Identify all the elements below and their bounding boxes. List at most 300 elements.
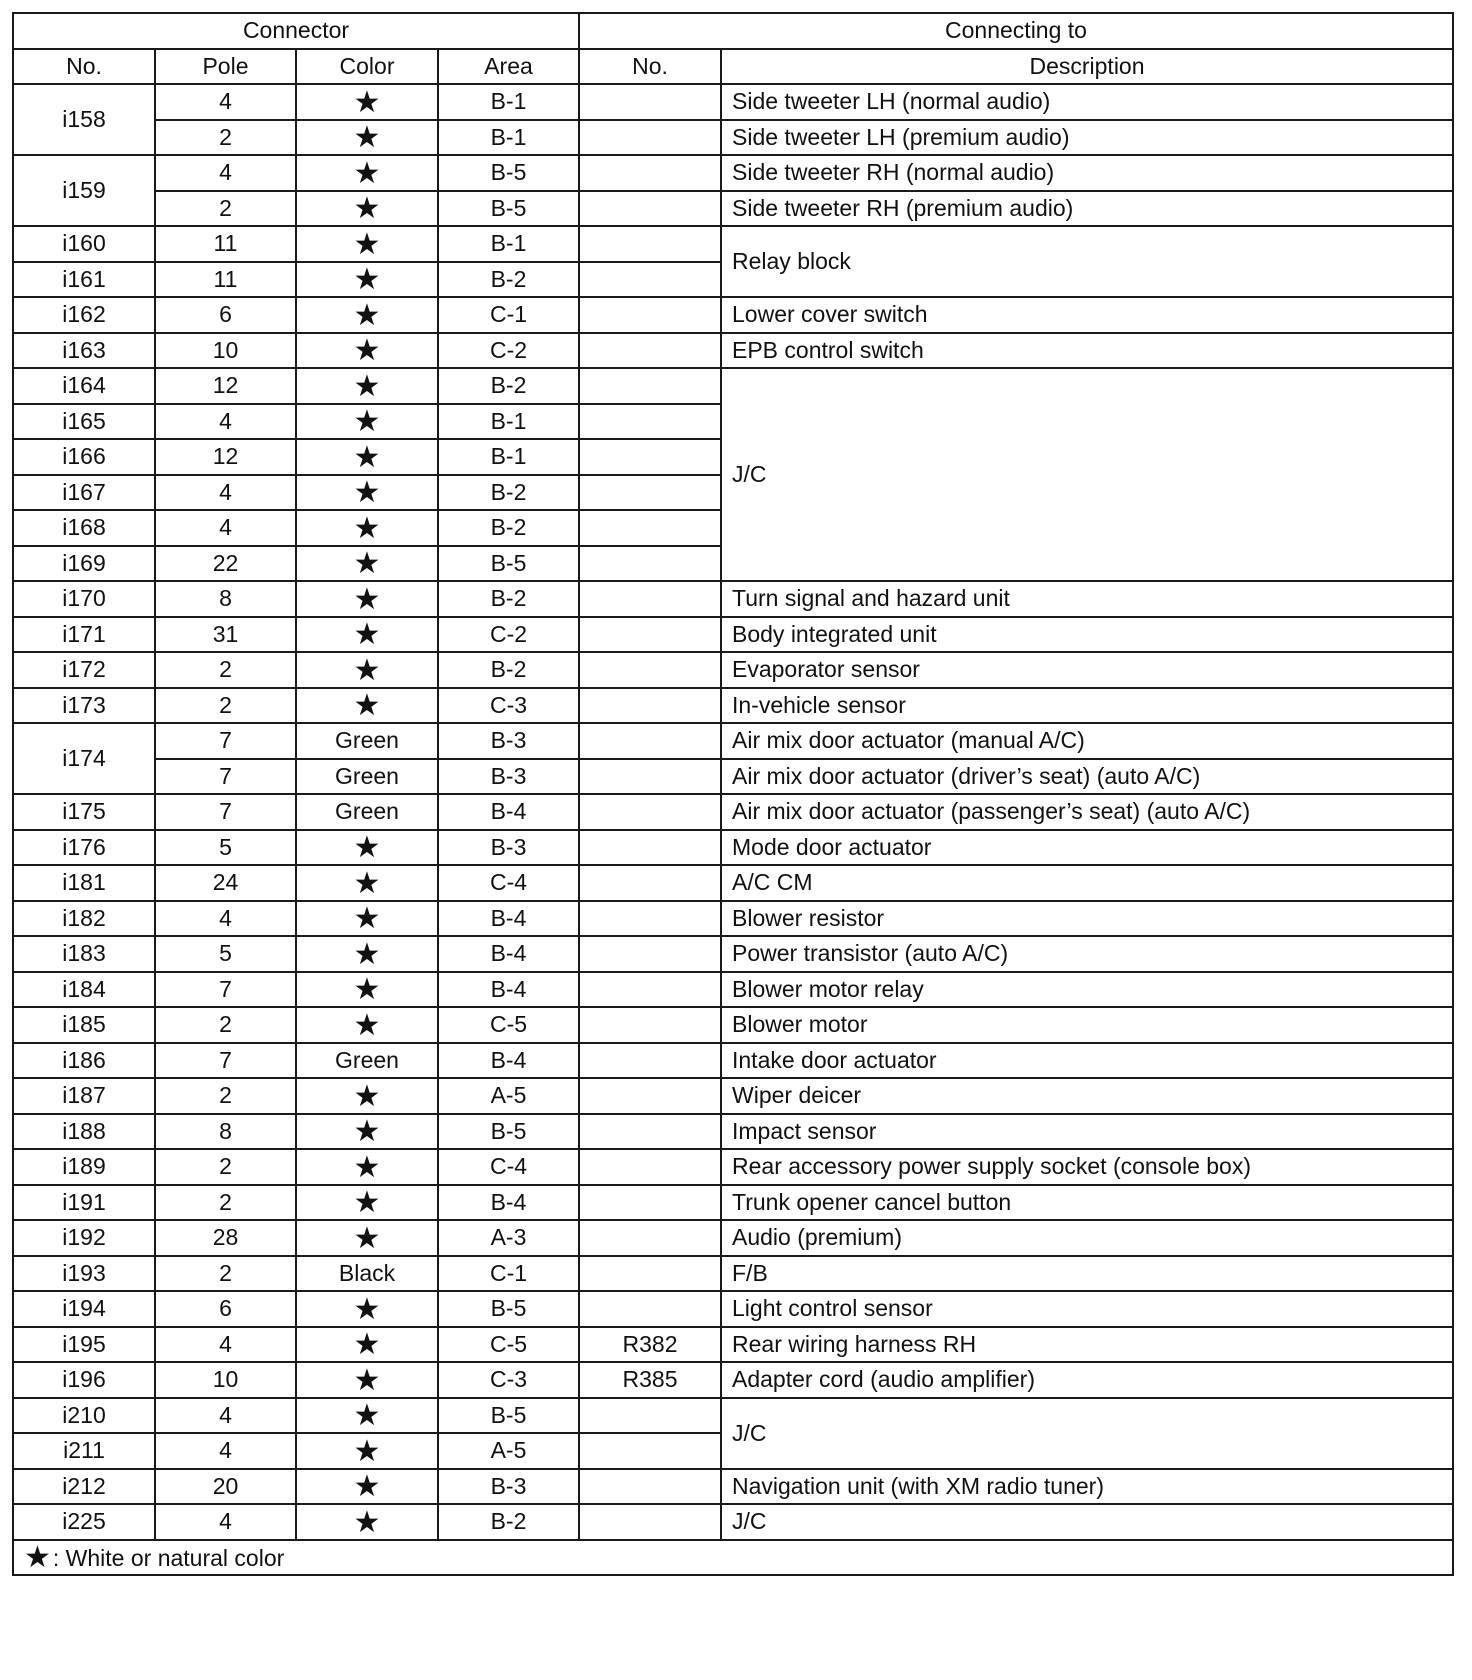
to-no-cell — [579, 830, 721, 866]
connector-no-cell: i160 — [13, 226, 155, 262]
area-cell: B-2 — [438, 475, 579, 511]
pole-cell: 4 — [155, 1398, 296, 1434]
star-icon: ★ — [353, 866, 381, 900]
table-row — [13, 1327, 1453, 1363]
connector-no-cell: i212 — [13, 1469, 155, 1505]
area-cell: B-2 — [438, 510, 579, 546]
table-row — [13, 723, 1453, 759]
color-cell — [296, 1185, 438, 1221]
area-cell: B-5 — [438, 546, 579, 582]
area-cell: B-1 — [438, 120, 579, 156]
color-cell — [296, 617, 438, 653]
to-no-cell — [579, 262, 721, 298]
pole-cell: 7 — [155, 759, 296, 795]
color-text: Green — [335, 798, 399, 825]
color-cell — [296, 439, 438, 475]
color-cell — [296, 652, 438, 688]
pole-cell: 12 — [155, 439, 296, 475]
to-no-cell — [579, 723, 721, 759]
to-no-cell — [579, 1007, 721, 1043]
connector-no-cell: i167 — [13, 475, 155, 511]
table-row — [13, 759, 1453, 795]
star-icon: ★ — [353, 263, 381, 297]
area-cell: B-2 — [438, 1504, 579, 1540]
star-icon: ★ — [353, 298, 381, 332]
star-icon: ★ — [24, 1541, 51, 1575]
area-cell: C-2 — [438, 617, 579, 653]
description-cell: Body integrated unit — [721, 617, 1453, 653]
star-icon: ★ — [353, 334, 381, 368]
connector-no-cell: i188 — [13, 1114, 155, 1150]
pole-cell: 4 — [155, 510, 296, 546]
color-cell — [296, 1043, 438, 1079]
connector-no-cell: i174 — [13, 723, 155, 794]
table-row — [13, 1256, 1453, 1292]
description-cell: Impact sensor — [721, 1114, 1453, 1150]
to-no-cell — [579, 617, 721, 653]
star-icon: ★ — [353, 902, 381, 936]
table-row — [13, 333, 1453, 369]
pole-cell: 2 — [155, 1149, 296, 1185]
to-no-cell — [579, 1043, 721, 1079]
to-no-cell — [579, 759, 721, 795]
pole-cell: 4 — [155, 1504, 296, 1540]
connector-no-cell: i183 — [13, 936, 155, 972]
color-cell — [296, 1007, 438, 1043]
to-no-cell — [579, 1114, 721, 1150]
color-cell — [296, 794, 438, 830]
connector-no-cell: i193 — [13, 1256, 155, 1292]
color-cell — [296, 1291, 438, 1327]
area-cell: B-3 — [438, 759, 579, 795]
area-cell: C-1 — [438, 297, 579, 333]
description-cell: EPB control switch — [721, 333, 1453, 369]
description-cell: F/B — [721, 1256, 1453, 1292]
color-cell — [296, 510, 438, 546]
pole-cell: 2 — [155, 652, 296, 688]
connector-no-cell: i176 — [13, 830, 155, 866]
table-row — [13, 830, 1453, 866]
pole-cell: 7 — [155, 972, 296, 1008]
star-icon: ★ — [353, 369, 381, 403]
area-cell: A-3 — [438, 1220, 579, 1256]
pole-cell: 8 — [155, 581, 296, 617]
to-no-cell — [579, 120, 721, 156]
to-no-cell — [579, 546, 721, 582]
star-icon: ★ — [353, 1150, 381, 1184]
description-cell: Blower resistor — [721, 901, 1453, 937]
star-icon: ★ — [353, 1008, 381, 1042]
group-header-row — [13, 13, 1453, 49]
color-cell — [296, 226, 438, 262]
table-row — [13, 1149, 1453, 1185]
description-cell: Relay block — [721, 226, 1453, 297]
color-cell — [296, 475, 438, 511]
legend-row — [13, 1540, 1453, 1576]
star-icon: ★ — [353, 582, 381, 616]
col-header-to-no: No. — [579, 49, 721, 85]
color-cell — [296, 1256, 438, 1292]
area-cell: B-4 — [438, 972, 579, 1008]
connector-no-cell: i195 — [13, 1327, 155, 1363]
description-cell: Side tweeter RH (normal audio) — [721, 155, 1453, 191]
table-body — [13, 84, 1453, 1540]
star-icon: ★ — [353, 440, 381, 474]
color-cell — [296, 1362, 438, 1398]
star-icon: ★ — [353, 227, 381, 261]
to-no-cell — [579, 1220, 721, 1256]
star-icon: ★ — [353, 547, 381, 581]
description-cell: Lower cover switch — [721, 297, 1453, 333]
area-cell: B-2 — [438, 368, 579, 404]
col-header-no: No. — [13, 49, 155, 85]
color-cell — [296, 84, 438, 120]
star-icon: ★ — [353, 689, 381, 723]
star-icon: ★ — [353, 476, 381, 510]
description-cell: Blower motor relay — [721, 972, 1453, 1008]
star-icon: ★ — [353, 192, 381, 226]
table-row — [13, 1078, 1453, 1114]
area-cell: C-2 — [438, 333, 579, 369]
area-cell: B-5 — [438, 155, 579, 191]
pole-cell: 2 — [155, 688, 296, 724]
color-cell — [296, 155, 438, 191]
connector-table — [12, 12, 1454, 1576]
area-cell: B-1 — [438, 439, 579, 475]
color-cell — [296, 581, 438, 617]
area-cell: C-1 — [438, 1256, 579, 1292]
to-no-cell — [579, 1469, 721, 1505]
description-cell: A/C CM — [721, 865, 1453, 901]
pole-cell: 4 — [155, 901, 296, 937]
area-cell: B-3 — [438, 830, 579, 866]
pole-cell: 4 — [155, 1433, 296, 1469]
description-cell: Wiper deicer — [721, 1078, 1453, 1114]
star-icon: ★ — [353, 1434, 381, 1468]
description-cell: Intake door actuator — [721, 1043, 1453, 1079]
connector-no-cell: i170 — [13, 581, 155, 617]
area-cell: B-1 — [438, 226, 579, 262]
star-icon: ★ — [353, 618, 381, 652]
to-no-cell — [579, 901, 721, 937]
pole-cell: 11 — [155, 262, 296, 298]
connector-no-cell: i225 — [13, 1504, 155, 1540]
to-no-cell — [579, 84, 721, 120]
table-row — [13, 688, 1453, 724]
connector-no-cell: i196 — [13, 1362, 155, 1398]
connector-no-cell: i187 — [13, 1078, 155, 1114]
connecting-group-header: Connecting to — [579, 13, 1453, 49]
to-no-cell — [579, 191, 721, 227]
description-cell: Adapter cord (audio amplifier) — [721, 1362, 1453, 1398]
description-cell: Mode door actuator — [721, 830, 1453, 866]
color-text: Black — [338, 1259, 396, 1286]
to-no-cell — [579, 936, 721, 972]
color-cell — [296, 1114, 438, 1150]
table-row — [13, 652, 1453, 688]
area-cell: C-5 — [438, 1327, 579, 1363]
color-cell — [296, 1398, 438, 1434]
star-icon: ★ — [353, 1292, 381, 1326]
col-header-pole: Pole — [155, 49, 296, 85]
color-cell — [296, 368, 438, 404]
connector-no-cell: i165 — [13, 404, 155, 440]
table-row — [13, 1291, 1453, 1327]
connector-no-cell: i171 — [13, 617, 155, 653]
to-no-cell — [579, 1433, 721, 1469]
star-icon: ★ — [353, 1470, 381, 1504]
pole-cell: 6 — [155, 297, 296, 333]
area-cell: A-5 — [438, 1078, 579, 1114]
star-icon: ★ — [353, 1328, 381, 1362]
table-row — [13, 226, 1453, 262]
area-cell: B-2 — [438, 581, 579, 617]
connector-no-cell: i181 — [13, 865, 155, 901]
connector-no-cell: i161 — [13, 262, 155, 298]
to-no-cell — [579, 1149, 721, 1185]
color-cell — [296, 1327, 438, 1363]
connector-group-header: Connector — [13, 13, 579, 49]
connector-no-cell: i211 — [13, 1433, 155, 1469]
table-row — [13, 1362, 1453, 1398]
connector-no-cell: i184 — [13, 972, 155, 1008]
connector-table-wrapper — [12, 12, 1452, 1576]
star-icon: ★ — [353, 1505, 381, 1539]
pole-cell: 7 — [155, 1043, 296, 1079]
table-row — [13, 936, 1453, 972]
area-cell: B-2 — [438, 262, 579, 298]
connector-no-cell: i194 — [13, 1291, 155, 1327]
to-no-cell — [579, 510, 721, 546]
pole-cell: 2 — [155, 1185, 296, 1221]
area-cell: B-3 — [438, 1469, 579, 1505]
col-header-area: Area — [438, 49, 579, 85]
color-cell — [296, 865, 438, 901]
connector-no-cell: i189 — [13, 1149, 155, 1185]
table-row — [13, 617, 1453, 653]
legend-text: : White or natural color — [52, 1545, 285, 1572]
to-no-cell — [579, 439, 721, 475]
connector-no-cell: i210 — [13, 1398, 155, 1434]
connector-no-cell: i185 — [13, 1007, 155, 1043]
color-cell — [296, 297, 438, 333]
connector-no-cell: i166 — [13, 439, 155, 475]
pole-cell: 5 — [155, 830, 296, 866]
col-header-color: Color — [296, 49, 438, 85]
color-cell — [296, 1433, 438, 1469]
to-no-cell — [579, 1256, 721, 1292]
star-icon: ★ — [353, 1186, 381, 1220]
color-cell — [296, 830, 438, 866]
area-cell: C-4 — [438, 865, 579, 901]
to-no-cell — [579, 1291, 721, 1327]
connector-no-cell: i163 — [13, 333, 155, 369]
table-row — [13, 297, 1453, 333]
star-icon: ★ — [353, 121, 381, 155]
area-cell: B-2 — [438, 652, 579, 688]
pole-cell: 2 — [155, 1078, 296, 1114]
to-no-cell — [579, 333, 721, 369]
star-icon: ★ — [353, 653, 381, 687]
table-row — [13, 1504, 1453, 1540]
star-icon: ★ — [353, 973, 381, 1007]
area-cell: B-5 — [438, 1291, 579, 1327]
table-row — [13, 1007, 1453, 1043]
table-row — [13, 1043, 1453, 1079]
area-cell: B-5 — [438, 191, 579, 227]
to-no-cell — [579, 688, 721, 724]
table-row — [13, 1220, 1453, 1256]
description-cell: In-vehicle sensor — [721, 688, 1453, 724]
table-row — [13, 191, 1453, 227]
color-cell — [296, 1504, 438, 1540]
connector-no-cell: i173 — [13, 688, 155, 724]
area-cell: B-3 — [438, 723, 579, 759]
area-cell: B-4 — [438, 1043, 579, 1079]
color-cell — [296, 936, 438, 972]
connector-no-cell: i172 — [13, 652, 155, 688]
area-cell: B-4 — [438, 1185, 579, 1221]
pole-cell: 31 — [155, 617, 296, 653]
pole-cell: 8 — [155, 1114, 296, 1150]
to-no-cell — [579, 652, 721, 688]
pole-cell: 2 — [155, 120, 296, 156]
description-cell: Blower motor — [721, 1007, 1453, 1043]
to-no-cell — [579, 1078, 721, 1114]
star-icon: ★ — [353, 405, 381, 439]
description-cell: J/C — [721, 368, 1453, 581]
color-cell — [296, 1220, 438, 1256]
pole-cell: 2 — [155, 1007, 296, 1043]
area-cell: B-4 — [438, 901, 579, 937]
connector-no-cell: i168 — [13, 510, 155, 546]
color-text: Green — [335, 727, 399, 754]
color-cell — [296, 723, 438, 759]
pole-cell: 4 — [155, 1327, 296, 1363]
area-cell: C-4 — [438, 1149, 579, 1185]
pole-cell: 28 — [155, 1220, 296, 1256]
star-icon: ★ — [353, 937, 381, 971]
area-cell: B-4 — [438, 936, 579, 972]
color-cell — [296, 546, 438, 582]
star-icon: ★ — [353, 1363, 381, 1397]
pole-cell: 2 — [155, 191, 296, 227]
pole-cell: 6 — [155, 1291, 296, 1327]
color-cell — [296, 120, 438, 156]
pole-cell: 4 — [155, 155, 296, 191]
pole-cell: 10 — [155, 1362, 296, 1398]
color-cell — [296, 972, 438, 1008]
description-cell: Side tweeter RH (premium audio) — [721, 191, 1453, 227]
area-cell: C-5 — [438, 1007, 579, 1043]
to-no-cell: R385 — [579, 1362, 721, 1398]
pole-cell: 11 — [155, 226, 296, 262]
connector-no-cell: i186 — [13, 1043, 155, 1079]
pole-cell: 20 — [155, 1469, 296, 1505]
table-row — [13, 865, 1453, 901]
description-cell: Air mix door actuator (driver’s seat) (auto A/C) — [721, 759, 1453, 795]
to-no-cell — [579, 297, 721, 333]
star-icon: ★ — [353, 1079, 381, 1113]
description-cell: Air mix door actuator (passenger’s seat) (auto A/C) — [721, 794, 1453, 830]
connector-no-cell: i182 — [13, 901, 155, 937]
table-row — [13, 901, 1453, 937]
description-cell: Navigation unit (with XM radio tuner) — [721, 1469, 1453, 1505]
table-row — [13, 155, 1453, 191]
area-cell: C-3 — [438, 1362, 579, 1398]
pole-cell: 10 — [155, 333, 296, 369]
description-cell: Light control sensor — [721, 1291, 1453, 1327]
description-cell: J/C — [721, 1398, 1453, 1469]
description-cell: Air mix door actuator (manual A/C) — [721, 723, 1453, 759]
star-icon: ★ — [353, 1221, 381, 1255]
table-row — [13, 972, 1453, 1008]
description-cell: Side tweeter LH (premium audio) — [721, 120, 1453, 156]
pole-cell: 4 — [155, 475, 296, 511]
star-icon: ★ — [353, 156, 381, 190]
color-cell — [296, 1149, 438, 1185]
description-cell: Rear wiring harness RH — [721, 1327, 1453, 1363]
description-cell: J/C — [721, 1504, 1453, 1540]
pole-cell: 24 — [155, 865, 296, 901]
pole-cell: 2 — [155, 1256, 296, 1292]
column-header-row — [13, 49, 1453, 85]
pole-cell: 12 — [155, 368, 296, 404]
table-row — [13, 1185, 1453, 1221]
color-cell — [296, 1469, 438, 1505]
to-no-cell — [579, 865, 721, 901]
pole-cell: 7 — [155, 723, 296, 759]
connector-no-cell: i191 — [13, 1185, 155, 1221]
connector-no-cell: i169 — [13, 546, 155, 582]
connector-no-cell: i162 — [13, 297, 155, 333]
color-cell — [296, 688, 438, 724]
star-icon: ★ — [353, 1115, 381, 1149]
description-cell: Side tweeter LH (normal audio) — [721, 84, 1453, 120]
to-no-cell: R382 — [579, 1327, 721, 1363]
pole-cell: 4 — [155, 84, 296, 120]
description-cell: Rear accessory power supply socket (console box) — [721, 1149, 1453, 1185]
to-no-cell — [579, 1398, 721, 1434]
description-cell: Power transistor (auto A/C) — [721, 936, 1453, 972]
color-cell — [296, 333, 438, 369]
table-row — [13, 581, 1453, 617]
table-row — [13, 120, 1453, 156]
connector-no-cell: i158 — [13, 84, 155, 155]
pole-cell: 22 — [155, 546, 296, 582]
area-cell: A-5 — [438, 1433, 579, 1469]
table-row — [13, 794, 1453, 830]
star-icon: ★ — [353, 831, 381, 865]
color-cell — [296, 191, 438, 227]
table-row — [13, 1398, 1453, 1434]
table-row — [13, 84, 1453, 120]
color-cell — [296, 1078, 438, 1114]
pole-cell: 7 — [155, 794, 296, 830]
area-cell: B-1 — [438, 84, 579, 120]
connector-no-cell: i159 — [13, 155, 155, 226]
to-no-cell — [579, 1504, 721, 1540]
table-row — [13, 1469, 1453, 1505]
area-cell: C-3 — [438, 688, 579, 724]
connector-no-cell: i192 — [13, 1220, 155, 1256]
connector-no-cell: i164 — [13, 368, 155, 404]
to-no-cell — [579, 1185, 721, 1221]
description-cell: Evaporator sensor — [721, 652, 1453, 688]
area-cell: B-5 — [438, 1398, 579, 1434]
description-cell: Trunk opener cancel button — [721, 1185, 1453, 1221]
table-row — [13, 1114, 1453, 1150]
